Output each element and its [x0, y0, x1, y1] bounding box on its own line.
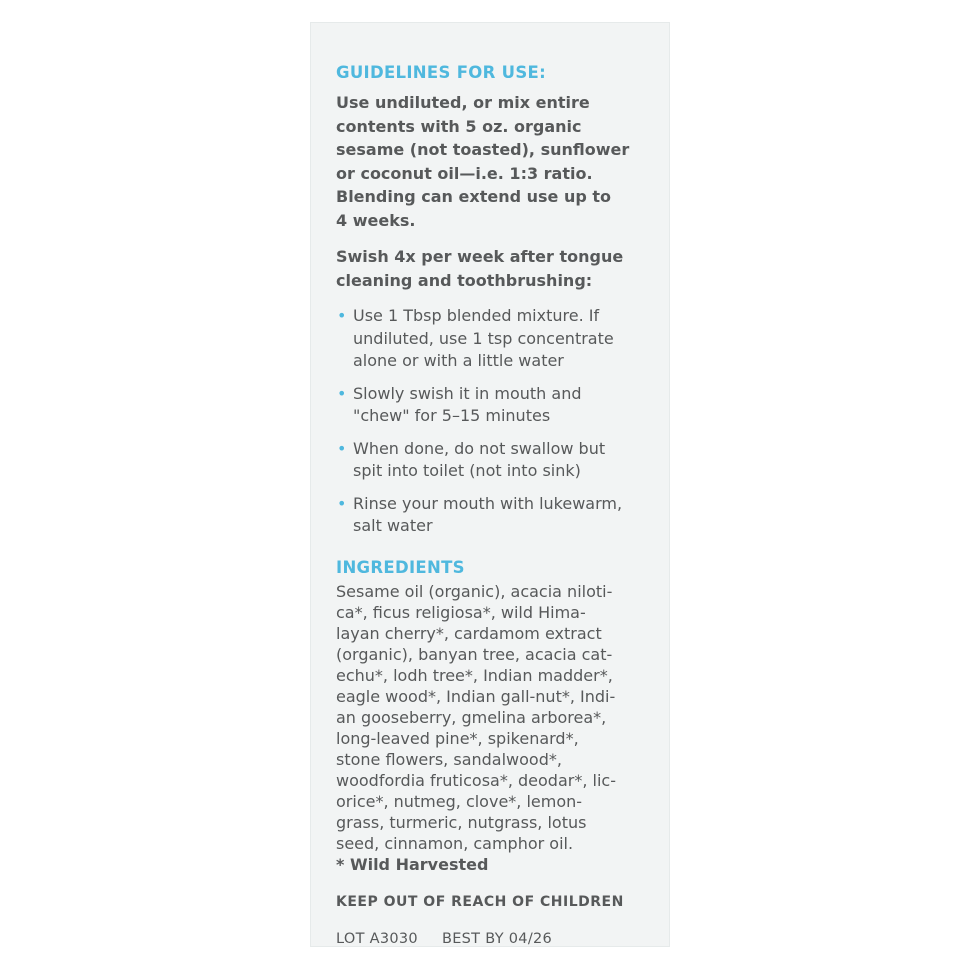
- ingredient-line: seed, cinnamon, camphor oil.: [336, 833, 574, 853]
- swish-line: Swish 4x per week after tongue: [336, 247, 624, 266]
- guidelines-heading: GUIDELINES FOR USE:: [336, 63, 547, 82]
- intro-line: Blending can extend use up to: [336, 187, 611, 206]
- step-item: [336, 493, 651, 538]
- ingredient-line: ca*, ficus religiosa*, wild Hima-: [336, 602, 586, 622]
- step-line: alone or with a little water: [353, 351, 564, 370]
- step-item: [336, 383, 651, 428]
- intro-line: Use undiluted, or mix entire: [336, 93, 590, 112]
- lot-info: [336, 929, 651, 949]
- ingredient-line: stone flowers, sandalwood*,: [336, 749, 562, 769]
- intro-line: or coconut oil—i.e. 1:3 ratio.: [336, 163, 593, 183]
- step-line: "chew" for 5–15 minutes: [353, 406, 551, 425]
- intro-line: sesame (not toasted), sunflower: [336, 140, 630, 159]
- ingredient-line: Sesame oil (organic), acacia niloti-: [336, 581, 613, 601]
- intro-line: 4 weeks.: [336, 210, 416, 230]
- ingredient-line: echu*, lodh tree*, Indian madder*,: [336, 665, 613, 685]
- swish-instruction: [336, 245, 651, 292]
- intro-line: contents with 5 oz. organic: [336, 116, 582, 136]
- step-item: [336, 438, 651, 483]
- steps-list: [336, 305, 651, 538]
- ingredients-heading: INGREDIENTS: [336, 557, 465, 577]
- bullet-icon: •: [337, 493, 347, 513]
- safety-warning: KEEP OUT OF REACH OF CHILDREN: [336, 893, 624, 910]
- ingredient-line: an gooseberry, gmelina arborea*,: [336, 707, 607, 727]
- step-line: Use 1 Tbsp blended mixture. If: [353, 306, 600, 325]
- ingredient-line: orice*, nutmeg, clove*, lemon-: [336, 791, 583, 811]
- lot-number: LOT A3030: [336, 930, 418, 947]
- ingredient-line: eagle wood*, Indian gall-nut*, Indi-: [336, 686, 616, 706]
- ingredient-line: long-leaved pine*, spikenard*,: [336, 728, 579, 748]
- bullet-icon: •: [337, 383, 347, 403]
- step-line: salt water: [353, 516, 433, 535]
- ingredients-list: [336, 581, 651, 854]
- bullet-icon: •: [337, 306, 347, 325]
- label-content: [336, 62, 651, 949]
- step-line: Rinse your mouth with lukewarm,: [353, 493, 623, 513]
- step-item: [336, 305, 651, 373]
- best-by-date: BEST BY 04/26: [441, 930, 553, 947]
- bullet-icon: •: [337, 438, 347, 458]
- ingredient-line: grass, turmeric, nutgrass, lotus: [336, 812, 587, 832]
- step-line: When done, do not swallow but: [353, 438, 606, 458]
- guidelines-intro: [336, 91, 651, 232]
- swish-line: cleaning and toothbrushing:: [336, 270, 593, 290]
- wild-harvested-note: * Wild Harvested: [336, 854, 489, 874]
- ingredient-line: woodfordia fruticosa*, deodar*, lic-: [336, 770, 616, 790]
- ingredient-line: (organic), banyan tree, acacia cat-: [336, 644, 613, 664]
- step-line: undiluted, use 1 tsp concentrate: [353, 328, 614, 348]
- ingredient-line: layan cherry*, cardamom extract: [336, 623, 602, 643]
- step-line: Slowly swish it in mouth and: [353, 383, 582, 403]
- step-line: spit into toilet (not into sink): [353, 461, 581, 480]
